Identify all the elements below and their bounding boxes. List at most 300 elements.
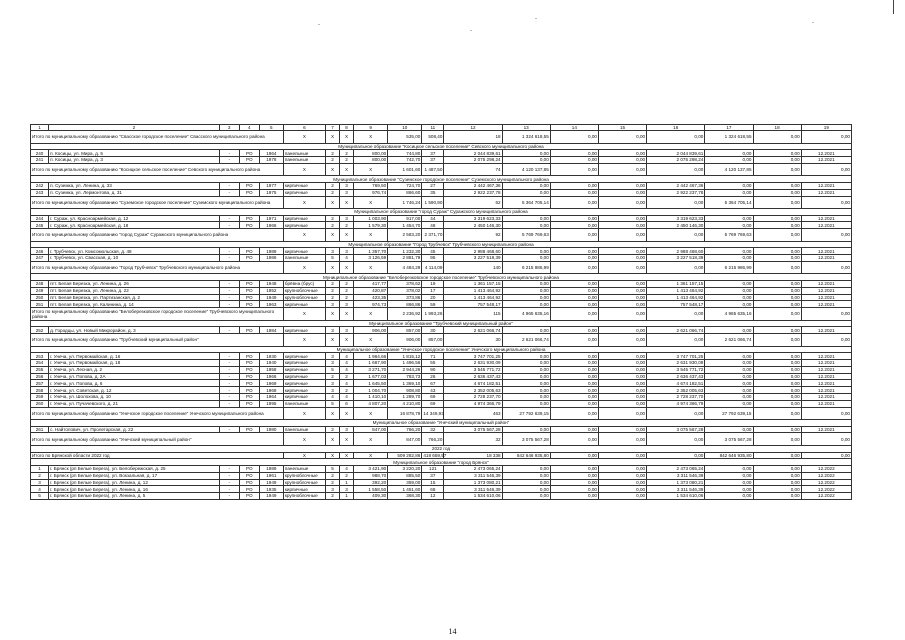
floors: 2: [326, 479, 340, 486]
residents: 26: [422, 373, 444, 380]
total-cell: 0,00: [550, 131, 598, 144]
area-cell: 3 271,70: [354, 366, 388, 373]
entrances: 2: [340, 150, 354, 157]
cost-cell: 0,00: [598, 189, 646, 196]
cost-cell: 0,00: [550, 472, 598, 479]
municipality-heading-row: [31, 274, 852, 281]
total-label: Итого по муниципальному образованию "Унечский муниципальный район": [31, 433, 284, 446]
cost-cell: 0,00: [753, 394, 801, 401]
entrances: 3: [340, 182, 354, 189]
table-cell: -: [219, 373, 239, 380]
cost-cell: 2 922 237,78: [647, 189, 705, 196]
cost-cell: 757 548,17: [647, 301, 705, 308]
entrances: 4: [340, 353, 354, 360]
table-row: [31, 301, 852, 308]
total-cell: 0,00: [598, 131, 646, 144]
cost-cell: 0,00: [550, 493, 598, 500]
area-cell: 800,00: [354, 150, 388, 157]
floors: 3: [326, 248, 340, 255]
area-cell: 1 369,10: [388, 380, 422, 387]
residents: 37: [422, 150, 444, 157]
area-cell: 1 232,30: [388, 248, 422, 255]
area-cell: 906,00: [354, 327, 388, 334]
floors: 2: [326, 215, 340, 222]
cost-cell: 2 728 237,70: [647, 394, 705, 401]
column-number: 9: [354, 125, 388, 131]
cost-cell: 0,00: [598, 387, 646, 394]
area-cell: 409,30: [354, 493, 388, 500]
table-row: [31, 394, 852, 401]
entrances: 3: [340, 426, 354, 433]
row-number: 242: [31, 182, 49, 189]
residents: 19: [422, 281, 444, 288]
total-cell: 74: [444, 163, 502, 176]
area-cell: 866,60: [388, 189, 422, 196]
area-cell: 1 815,12: [388, 353, 422, 360]
table-cell: -: [219, 394, 239, 401]
row-number: 2: [31, 472, 49, 479]
table-cell: -: [219, 301, 239, 308]
area-cell: 3 220,20: [388, 465, 422, 472]
scan-speck: [812, 22, 814, 23]
cost-cell: 2 631 930,09: [647, 360, 705, 367]
wall-material: кирпичные: [283, 394, 325, 401]
completion-date: 12.2021: [801, 189, 851, 196]
total-cell: 18: [444, 131, 502, 144]
completion-date: 12.2021: [801, 380, 851, 387]
cost-cell: 0,00: [550, 255, 598, 262]
entrances: 4: [340, 465, 354, 472]
total-label: Итого по муниципальному образованию "Свасское городское поселение" Свасского муниципального района: [31, 131, 284, 144]
total-cell: X: [326, 334, 340, 347]
completion-date: 12.2022: [801, 486, 851, 493]
table-row: [31, 150, 852, 157]
table-row: [31, 472, 852, 479]
cost-cell: 0,00: [502, 465, 550, 472]
column-number: 11: [422, 125, 444, 131]
house-address: г. Унеча, ул. Пучачевского, д. 21: [49, 400, 220, 407]
cost-cell: 0,00: [502, 222, 550, 229]
table-row: [31, 189, 852, 196]
area-cell: 359,00: [388, 479, 422, 486]
cost-cell: 3 319 623,33: [647, 215, 705, 222]
cost-cell: 0,00: [705, 287, 753, 294]
year-built: 1958: [259, 366, 283, 373]
area-cell: 1 003,90: [354, 215, 388, 222]
area-cell: 378,02: [388, 287, 422, 294]
cost-cell: 0,00: [753, 157, 801, 164]
total-cell: 0,00: [550, 163, 598, 176]
area-cell: 974,73: [354, 301, 388, 308]
area-cell: 3 421,90: [354, 465, 388, 472]
cost-cell: 0,00: [705, 182, 753, 189]
cost-cell: 0,00: [598, 353, 646, 360]
cost-cell: 0,00: [705, 215, 753, 222]
municipality-heading: Муниципальное образование "Косицкое сельское поселение" Севского муниципального района: [31, 143, 852, 150]
wall-material: крупноблочные: [283, 287, 325, 294]
cost-cell: 3 227 518,39: [647, 255, 705, 262]
cost-cell: 757 548,17: [444, 301, 502, 308]
row-number: 253: [31, 353, 49, 360]
completion-date: 12.2021: [801, 150, 851, 157]
cost-cell: 1 413 464,92: [647, 287, 705, 294]
table-row: [31, 380, 852, 387]
total-cell: 0,00: [598, 308, 646, 321]
total-label: Итого по муниципальному образованию "Белоберезковское городское поселение" Трубчевского муниципального района: [31, 308, 284, 321]
completion-date: 12.2021: [801, 400, 851, 407]
cost-cell: 0,00: [598, 366, 646, 373]
table-row: [31, 360, 852, 367]
cost-cell: 0,00: [705, 157, 753, 164]
total-cell: 0,00: [647, 261, 705, 274]
cost-cell: 0,00: [598, 426, 646, 433]
cost-cell: 0,00: [598, 222, 646, 229]
year-built: 1975: [259, 189, 283, 196]
total-cell: X: [283, 163, 325, 176]
total-label: Итого по муниципальному образованию "Косицкое сельское поселение" Севского муниципального района: [31, 163, 284, 176]
total-cell: 4 965 635,16: [502, 308, 550, 321]
municipality-heading-row: [31, 176, 852, 183]
residents: 68: [422, 486, 444, 493]
total-cell: X: [340, 407, 354, 420]
total-cell: 2 371,70: [422, 229, 444, 242]
cost-cell: 0,00: [598, 380, 646, 387]
cost-cell: 0,00: [753, 294, 801, 301]
total-cell: X: [354, 308, 388, 321]
total-cell: X: [283, 407, 325, 420]
entrances: 3: [340, 327, 354, 334]
cost-cell: 0,00: [502, 387, 550, 394]
floors: 3: [326, 360, 340, 367]
total-label: Итого по муниципальному образованию "Трубчевский муниципальный район": [31, 334, 284, 347]
total-cell: 27 792 639,15: [705, 407, 753, 420]
cost-cell: 0,00: [550, 248, 598, 255]
total-cell: 140: [444, 261, 502, 274]
total-cell: X: [354, 334, 388, 347]
cost-cell: 3 075 567,28: [647, 426, 705, 433]
floors: 2: [326, 157, 340, 164]
completion-date: 12.2021: [801, 248, 851, 255]
total-cell: 0,00: [647, 452, 705, 459]
municipality-heading-row: [31, 346, 852, 353]
house-address: г. Сураж, ул. Красноармейская, д. 12: [49, 215, 220, 222]
cost-cell: 0,00: [550, 189, 598, 196]
cost-cell: 1 534 610,06: [647, 493, 705, 500]
house-address: г. Брянск (рп Белые Берега), ул. Ленина, д. 12: [49, 479, 220, 486]
area-cell: 744,80: [388, 150, 422, 157]
cost-cell: 1 361 157,15: [647, 281, 705, 288]
year-built: 1971: [259, 215, 283, 222]
cost-cell: 0,00: [705, 465, 753, 472]
total-cell: 0,00: [647, 334, 705, 347]
total-cell: 62: [444, 196, 502, 209]
cost-cell: 3 545 771,72: [647, 366, 705, 373]
entrances: 4: [340, 394, 354, 401]
municipality-heading-row: [31, 459, 852, 466]
cost-cell: 0,00: [705, 327, 753, 334]
cost-cell: 3 311 546,39: [444, 486, 502, 493]
column-number: 7: [326, 125, 340, 131]
cost-cell: 0,00: [598, 465, 646, 472]
cost-cell: 0,00: [705, 189, 753, 196]
entrances: 2: [340, 222, 354, 229]
scan-speck: [318, 24, 320, 25]
total-cell: 0,00: [801, 407, 851, 420]
total-cell: 0,00: [801, 334, 851, 347]
municipality-heading-row: [31, 143, 852, 150]
entrances: 3: [340, 301, 354, 308]
cost-cell: 0,00: [598, 294, 646, 301]
subtotal-row: [31, 196, 852, 209]
row-number: 252: [31, 327, 49, 334]
total-cell: 27 792 639,15: [502, 407, 550, 420]
total-cell: 0,00: [550, 196, 598, 209]
year-built: 1986: [259, 255, 283, 262]
total-cell: 3 075 567,28: [502, 433, 550, 446]
total-cell: X: [283, 452, 325, 459]
municipality-heading-row: [31, 241, 852, 248]
completion-date: 12.2021: [801, 301, 851, 308]
table-row: [31, 426, 852, 433]
wall-material: кирпичные: [283, 222, 325, 229]
entrances: 2: [340, 387, 354, 394]
total-cell: X: [340, 308, 354, 321]
cost-cell: 0,00: [598, 157, 646, 164]
cost-cell: 0,00: [705, 301, 753, 308]
residents: 45: [422, 248, 444, 255]
year-built: 1984: [259, 327, 283, 334]
cost-cell: 0,00: [502, 426, 550, 433]
table-row: [31, 373, 852, 380]
municipality-heading: Муниципальное образование "город Сураж" Суражского муниципального района: [31, 209, 852, 216]
total-cell: 5 364 705,14: [502, 196, 550, 209]
house-address: г. Брянск (рп Белые Берега), ул. Вокзальная, д. 17: [49, 472, 220, 479]
completion-date: 12.2021: [801, 327, 851, 334]
total-cell: 0,00: [753, 196, 801, 209]
table-cell: -: [219, 215, 239, 222]
table-row: [31, 215, 852, 222]
total-cell: X: [283, 229, 325, 242]
total-cell: X: [326, 163, 340, 176]
column-number: 12: [444, 125, 502, 131]
row-number: 258: [31, 387, 49, 394]
total-cell: 0,00: [550, 407, 598, 420]
year-built: 1989: [259, 465, 283, 472]
residents: 37: [422, 157, 444, 164]
subtotal-row: [31, 407, 852, 420]
year-built: 1963: [259, 301, 283, 308]
year-built: 1966: [259, 373, 283, 380]
cost-cell: 3 311 546,39: [647, 486, 705, 493]
area-cell: 783,73: [388, 373, 422, 380]
total-cell: 0,00: [598, 433, 646, 446]
cost-cell: 0,00: [550, 157, 598, 164]
area-cell: 917,00: [388, 215, 422, 222]
total-cell: 0,00: [801, 131, 851, 144]
area-cell: 1 677,03: [354, 373, 388, 380]
total-label: Итого по муниципальному образованию "Унечское городское поселение" Унечского муниципального района: [31, 407, 284, 420]
area-cell: 4 210,80: [388, 400, 422, 407]
residents: 121: [422, 465, 444, 472]
row-number: 254: [31, 360, 49, 367]
cost-cell: 0,00: [550, 215, 598, 222]
subtotal-row: [31, 433, 852, 446]
cost-cell: 0,00: [753, 486, 801, 493]
table-row: [31, 157, 852, 164]
cost-cell: 0,00: [598, 287, 646, 294]
cost-cell: 2 728 237,70: [444, 394, 502, 401]
entrances: 2: [340, 294, 354, 301]
cost-cell: 2 621 066,74: [647, 327, 705, 334]
cost-cell: 0,00: [753, 327, 801, 334]
total-cell: 4 484,29: [388, 261, 422, 274]
total-cell: 30: [444, 334, 502, 347]
house-address: г. Брянск (рп Белые Берега), ул. Ленина, д. 5: [49, 493, 220, 500]
subtotal-row: [31, 131, 852, 144]
cost-cell: 0,00: [753, 465, 801, 472]
total-cell: 1 324 618,55: [502, 131, 550, 144]
total-cell: 18 338: [444, 452, 502, 459]
cost-cell: 0,00: [705, 493, 753, 500]
total-cell: 1 746,24: [388, 196, 422, 209]
total-cell: 5 769 769,63: [502, 229, 550, 242]
wall-material: крупноблочные: [283, 294, 325, 301]
total-cell: 0,00: [550, 261, 598, 274]
year-built: 1952: [259, 287, 283, 294]
total-cell: 0,00: [647, 196, 705, 209]
cost-cell: 2 442 467,36: [647, 182, 705, 189]
table-row: [31, 486, 852, 493]
cost-cell: 2 636 437,43: [647, 373, 705, 380]
total-cell: 92: [444, 229, 502, 242]
cost-cell: 0,00: [753, 387, 801, 394]
residents: 30: [422, 327, 444, 334]
cost-cell: 1 413 464,92: [444, 294, 502, 301]
table-cell: РО: [239, 301, 259, 308]
cost-cell: 0,00: [598, 150, 646, 157]
area-cell: 423,35: [354, 294, 388, 301]
table-row: [31, 287, 852, 294]
wall-material: кирпичные: [283, 380, 325, 387]
column-number: 18: [753, 125, 801, 131]
cost-cell: 1 413 464,92: [444, 287, 502, 294]
residents: 15: [422, 479, 444, 486]
oblast-total-row: [31, 452, 852, 459]
cost-cell: 0,00: [502, 150, 550, 157]
cost-cell: 0,00: [753, 248, 801, 255]
residents: 95: [422, 255, 444, 262]
table-cell: -: [219, 366, 239, 373]
total-cell: 32: [444, 433, 502, 446]
cost-cell: 0,00: [705, 373, 753, 380]
total-cell: 847,00: [388, 433, 422, 446]
total-cell: 0,00: [801, 433, 851, 446]
area-cell: 2 881,79: [388, 255, 422, 262]
area-cell: 742,70: [388, 157, 422, 164]
completion-date: 12.2021: [801, 182, 851, 189]
cost-cell: 2 631 930,09: [444, 360, 502, 367]
scan-speck: [470, 30, 472, 31]
area-cell: 769,50: [354, 182, 388, 189]
total-cell: 0,00: [647, 407, 705, 420]
floors: 5: [326, 366, 340, 373]
house-address: п. Суземка, ул. Лермонтова, д. 31: [49, 189, 220, 196]
total-cell: 0,00: [647, 433, 705, 446]
cost-cell: 0,00: [502, 281, 550, 288]
cost-cell: 0,00: [598, 400, 646, 407]
total-cell: X: [326, 261, 340, 274]
house-address: п. Косицы, ул. Мира, д. 3: [49, 157, 220, 164]
wall-material: кирпичные: [283, 182, 325, 189]
total-cell: 1 487,50: [422, 163, 444, 176]
cost-cell: 1 413 464,92: [647, 294, 705, 301]
table-cell: -: [219, 150, 239, 157]
completion-date: 12.2022: [801, 472, 851, 479]
wall-material: кирпичные: [283, 215, 325, 222]
row-number: 259: [31, 394, 49, 401]
cost-cell: 0,00: [502, 493, 550, 500]
cost-cell: 0,00: [598, 479, 646, 486]
year-built: 1949: [259, 479, 283, 486]
total-cell: 3 075 567,28: [705, 433, 753, 446]
cost-cell: 0,00: [705, 380, 753, 387]
table-row: [31, 294, 852, 301]
year-heading-row: [31, 445, 852, 452]
table-row: [31, 400, 852, 407]
year-heading: 2022 год: [31, 445, 852, 452]
house-address: г. Унеча, ул. Лесная, д. 2: [49, 366, 220, 373]
row-number: 244: [31, 215, 49, 222]
year-built: 1969: [259, 380, 283, 387]
subtotal-row: [31, 334, 852, 347]
total-cell: 0,00: [647, 308, 705, 321]
cost-cell: 0,00: [550, 394, 598, 401]
cost-cell: 3 747 701,25: [647, 353, 705, 360]
total-cell: 842 646 935,80: [705, 452, 753, 459]
total-cell: 6 215 986,99: [502, 261, 550, 274]
total-cell: 4 114,09: [422, 261, 444, 274]
area-cell: 1 579,30: [354, 222, 388, 229]
row-number: 1: [31, 465, 49, 472]
row-number: 247: [31, 255, 49, 262]
area-cell: 1 451,60: [388, 486, 422, 493]
floors: 2: [326, 182, 340, 189]
total-cell: 857,00: [422, 334, 444, 347]
table-cell: РО: [239, 400, 259, 407]
table-row: [31, 479, 852, 486]
total-cell: 0,00: [647, 131, 705, 144]
column-number: 16: [647, 125, 705, 131]
completion-date: 12.2021: [801, 366, 851, 373]
total-cell: 115: [444, 308, 502, 321]
cost-cell: 2 352 005,63: [444, 387, 502, 394]
total-cell: 1 993,26: [422, 308, 444, 321]
subtotal-row: [31, 163, 852, 176]
cost-cell: 0,00: [705, 394, 753, 401]
table-row: [31, 281, 852, 288]
total-cell: X: [340, 452, 354, 459]
wall-material: панельные: [283, 426, 325, 433]
total-cell: 766,20: [422, 433, 444, 446]
floors: 2: [326, 426, 340, 433]
table-cell: -: [219, 182, 239, 189]
total-cell: 1 324 618,55: [705, 131, 753, 144]
page-edge-mark: [893, 0, 894, 14]
table-cell: РО: [239, 255, 259, 262]
residents: 67: [422, 380, 444, 387]
area-cell: 1 645,50: [354, 380, 388, 387]
table-cell: РО: [239, 157, 259, 164]
